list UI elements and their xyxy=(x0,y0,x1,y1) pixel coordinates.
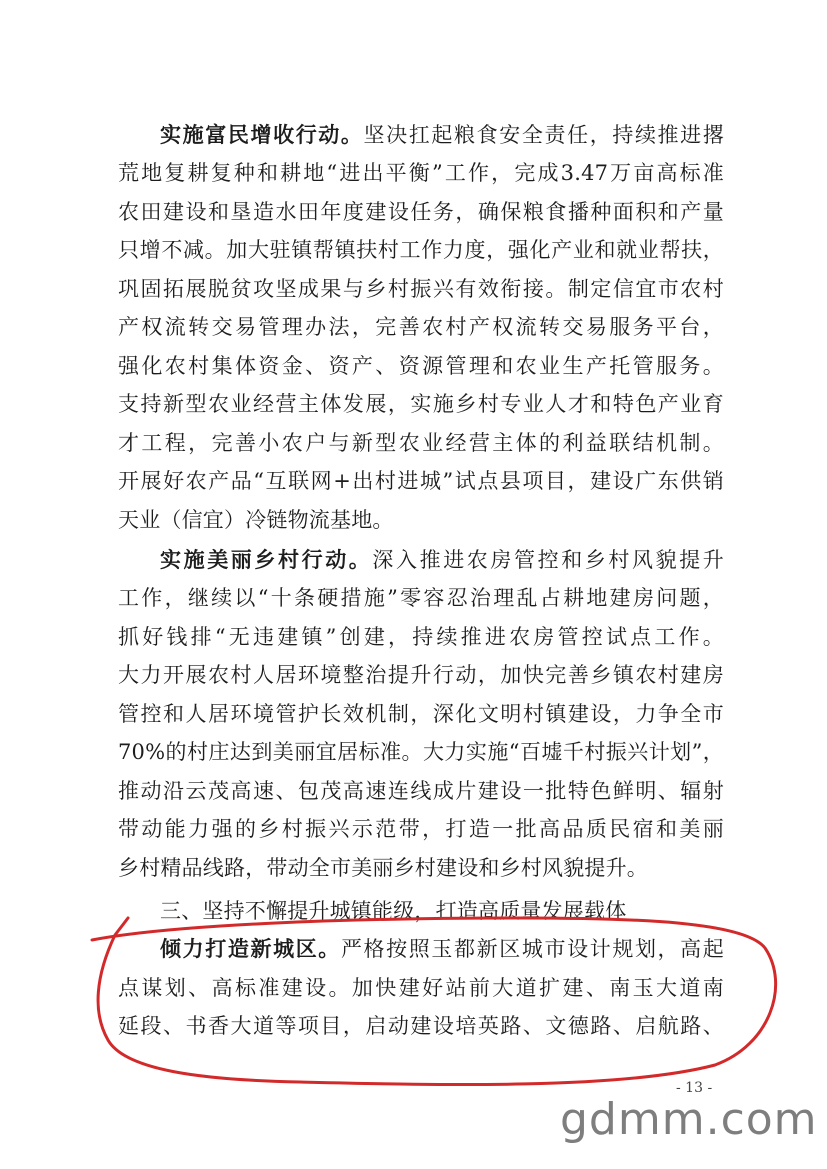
paragraph-line: 农田建设和垦造水田年度建设任务，确保粮食播种面积和产量 xyxy=(118,200,724,224)
paragraph-line: 带动能力强的乡村振兴示范带，打造一批高品质民宿和美丽 xyxy=(118,817,724,841)
paragraph-line: 乡村精品线路，带动全市美丽乡村建设和乡村风貌提升。 xyxy=(118,856,648,880)
paragraph-line: 产权流转交易管理办法，完善农村产权流转交易服务平台， xyxy=(118,315,724,339)
paragraph-line: 才工程，完善小农户与新型农业经营主体的利益联结机制。 xyxy=(118,431,724,455)
paragraph-line: 只增不减。加大驻镇帮镇扶村工作力度，强化产业和就业帮扶， xyxy=(118,238,724,262)
paragraph-line: 倾力打造新城区。严格按照玉都新区城市设计规划，高起 xyxy=(160,936,724,961)
page-number: - 13 - xyxy=(676,1080,713,1096)
paragraph-line: 大力开展农村人居环境整治提升行动，加快完善乡镇农村建房 xyxy=(118,663,724,687)
paragraph-line: 实施美丽乡村行动。深入推进农房管控和乡村风貌提升 xyxy=(160,547,724,572)
paragraph-title: 实施美丽乡村行动。 xyxy=(160,547,373,572)
paragraph-line: 支持新型农业经营主体发展，实施乡村专业人才和特色产业育 xyxy=(118,392,724,416)
paragraph-line: 推动沿云茂高速、包茂高速连线成片建设一批特色鲜明、辐射 xyxy=(118,779,724,803)
paragraph-line: 管控和人居环境管护长效机制，深化文明村镇建设，力争全市 xyxy=(118,702,724,726)
paragraph-line: 巩固拓展脱贫攻坚成果与乡村振兴有效衔接。制定信宜市农村 xyxy=(118,277,724,301)
paragraph-line: 强化农村集体资金、资产、资源管理和农业生产托管服务。 xyxy=(118,354,724,378)
paragraph-line: 荒地复耕复种和耕地“进出平衡”工作，完成3.47万亩高标准 xyxy=(118,161,724,185)
paragraph-title: 倾力打造新城区。 xyxy=(160,936,341,961)
section-heading: 三、坚持不懈提升城镇能级，打造高质量发展载体 xyxy=(160,899,627,923)
paragraph-line: 实施富民增收行动。坚决扛起粮食安全责任，持续推进撂 xyxy=(160,122,724,147)
paragraph-line: 点谋划、高标准建设。加快建好站前大道扩建、南玉大道南 xyxy=(118,976,724,1000)
paragraph-line: 70%的村庄达到美丽宜居标准。大力实施“百墟千村振兴计划”， xyxy=(118,740,724,764)
paragraph-line: 抓好钱排“无违建镇”创建，持续推进农房管控试点工作。 xyxy=(118,625,724,649)
watermark: gdmm.com xyxy=(560,1094,818,1145)
paragraph-line: 开展好农产品“互联网+出村进城”试点县项目，建设广东供销 xyxy=(118,469,724,493)
paragraph-line: 天业（信宜）冷链物流基地。 xyxy=(118,508,394,532)
paragraph-line: 延段、书香大道等项目，启动建设培英路、文德路、启航路、 xyxy=(118,1014,724,1038)
paragraph-title: 实施富民增收行动。 xyxy=(160,122,364,147)
paragraph-line: 工作，继续以“十条硬措施”零容忍治理乱占耕地建房问题， xyxy=(118,586,724,610)
